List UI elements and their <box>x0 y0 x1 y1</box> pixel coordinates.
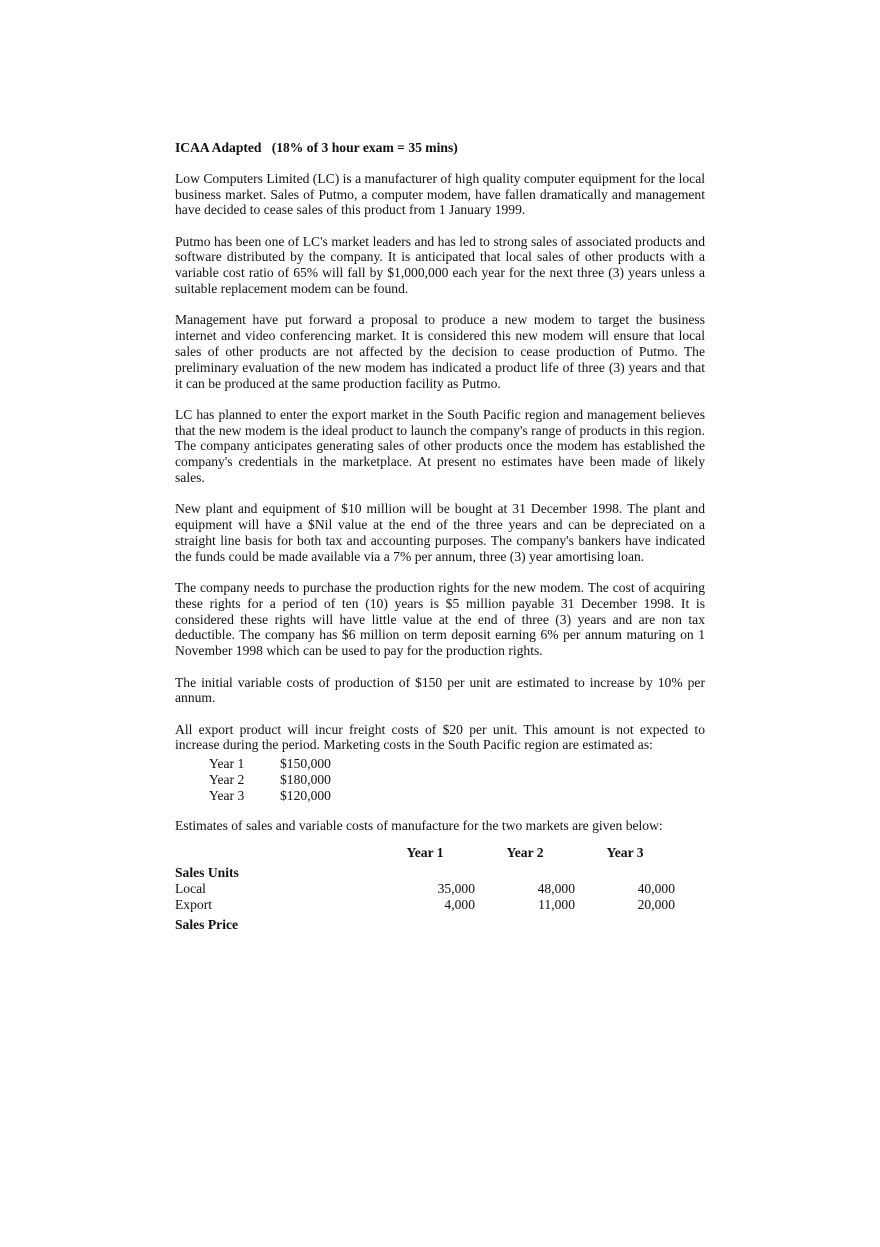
paragraph-putmo: Putmo has been one of LC's market leaders and has led to strong sales of associated products and software distributed by the company. It is anticipated that local sales of other products with a variable cost ratio of 65% will fall by $1,000,000 each year for the next three (3) years unless a suitable replacement modem can be found. <box>175 233 705 297</box>
sales-price-heading: Sales Price <box>175 916 239 932</box>
paragraph-estimates-intro: Estimates of sales and variable costs of manufacture for the two markets are given below: <box>175 817 663 833</box>
cell-value: 40,000 <box>637 880 675 896</box>
column-header-year-1: Year 1 <box>406 845 444 861</box>
marketing-cost-row <box>209 788 705 804</box>
row-label: Local <box>175 880 206 896</box>
paragraph-rights: The company needs to purchase the production rights for the new modem. The cost of acquiring these rights for a period of ten (10) years is $5 million payable 31 December 1998. It is considered these rights will have little value at the end of three (3) years and are non tax deductible. The company has $6 million on term deposit earning 6% per annum maturing on 1 November 1998 which can be used to pay for the production rights. <box>175 580 705 659</box>
marketing-year: Year 3 <box>209 787 245 803</box>
table-row <box>175 897 705 913</box>
paragraph-intro: Low Computers Limited (LC) is a manufacturer of high quality computer equipment for the local business market. Sales of Putmo, a computer modem, have fallen dramatically and management have decided to cease sales of this product from 1 January 1999. <box>175 170 706 218</box>
estimates-table <box>175 845 705 932</box>
column-header-year-3: Year 3 <box>606 845 644 861</box>
table-header-row <box>175 845 705 861</box>
cell-value: 35,000 <box>437 880 475 896</box>
paragraph-proposal: Management have put forward a proposal to produce a new modem to target the business internet and video conferencing market. It is considered this new modem will ensure that local sales of other products are not affected by the decision to cease production of Putmo. The preliminary evaluation of the new modem has indicated a product life of three (3) years and that it can be produced at the same production facility as Putmo. <box>175 312 705 391</box>
marketing-costs-list <box>209 756 705 803</box>
marketing-cost-row <box>209 756 705 772</box>
table-row <box>175 881 705 897</box>
marketing-amount: $120,000 <box>280 787 331 803</box>
paragraph-freight: All export product will incur freight costs of $20 per unit. This amount is not expected to increase during the period. Marketing costs in the South Pacific region are estimated as: <box>175 721 705 753</box>
marketing-amount: $180,000 <box>280 772 331 787</box>
row-label: Export <box>175 896 212 912</box>
cell-value: 4,000 <box>444 896 475 912</box>
page-title: ICAA Adapted (18% of 3 hour exam = 35 mins) <box>175 140 458 155</box>
cell-value: 20,000 <box>637 896 675 912</box>
marketing-year: Year 1 <box>209 756 245 772</box>
paragraph-plant: New plant and equipment of $10 million will be bought at 31 December 1998. The plant and equipment will have a $Nil value at the end of the three years and can be depreciated on a straight line basis for both tax and accounting purposes. The company's bankers have indicated the funds could be made available via a 7% per annum, three (3) year amortising loan. <box>175 501 705 564</box>
marketing-amount: $150,000 <box>280 756 331 772</box>
cell-value: 11,000 <box>538 896 575 912</box>
column-header-year-2: Year 2 <box>506 845 544 861</box>
marketing-cost-row <box>209 772 705 788</box>
cell-value: 48,000 <box>537 880 575 896</box>
marketing-year: Year 2 <box>209 772 245 787</box>
sales-units-heading: Sales Units <box>175 865 239 881</box>
paragraph-export: LC has planned to enter the export market in the South Pacific region and management believes that the new modem is the ideal product to launch the company's range of products in this region. The company anticipates generating sales of other products once the modem has established the company's credentials in the marketplace. At present no estimates have been made of likely sales. <box>175 406 705 486</box>
exam-page <box>175 140 705 932</box>
paragraph-variable-costs: The initial variable costs of production of $150 per unit are estimated to increase by 10% per annum. <box>175 674 705 706</box>
